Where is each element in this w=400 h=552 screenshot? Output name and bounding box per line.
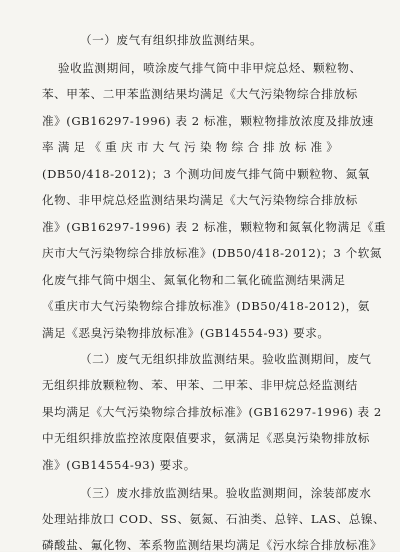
heading-exhaust-organized: （一）废气有组织排放监测结果。	[80, 33, 263, 47]
paragraph-line: 化废气排气筒中烟尘、氮氧化物和二氧化硫监测结果满足	[42, 273, 346, 287]
paragraph-line: 《重庆市大气污染物综合排放标准》(DB50/418-2012)，氨	[42, 299, 370, 313]
paragraph-line: 磷酸盐、氟化物、苯系物监测结果均满足《污水综合排放标准》	[42, 538, 383, 552]
heading-exhaust-unorganized: （二）废气无组织排放监测结果。验收监测期间，废气	[80, 352, 372, 366]
paragraph-line: 准》(GB16297-1996) 表 2 标准，颗粒物排放浓度及排放速	[42, 114, 374, 128]
paragraph-line: 庆市大气污染物综合排放标准》(DB50/418-2012)；3 个软氮	[42, 246, 383, 260]
paragraph-line: 果均满足《大气污染物综合排放标准》(GB16297-1996) 表 2	[42, 405, 382, 419]
paragraph-line: (DB50/418-2012)；3 个测功间废气排气筒中颗粒物、氮氧	[42, 167, 370, 181]
paragraph-line: 化物、非甲烷总烃监测结果均满足《大气污染物综合排放标	[42, 193, 358, 207]
paragraph-line: 无组织排放颗粒物、苯、甲苯、二甲苯、非甲烷总烃监测结	[42, 378, 358, 392]
paragraph-line: 准》(GB16297-1996) 表 2 标准，颗粒物和氮氧化物满足《重	[42, 220, 387, 234]
paragraph-line: 率满足《重庆市大气污染物综合排放标准》	[42, 140, 343, 154]
paragraph-line: 处理站排放口 COD、SS、氨氮、石油类、总锌、LAS、总镍、	[42, 512, 386, 526]
paragraph-line: 满足《恶臭污染物排放标准》(GB14554-93) 要求。	[42, 326, 330, 340]
paragraph-line: 苯、甲苯、二甲苯监测结果均满足《大气污染物综合排放标	[42, 87, 358, 101]
paragraph-line: 中无组织排放监控浓度限值要求，氨满足《恶臭污染物排放标	[42, 431, 370, 445]
paragraph-line: 准》(GB14554-93) 要求。	[42, 458, 196, 472]
paragraph-line: 验收监测期间，喷涂废气排气筒中非甲烷总烃、颗粒物、	[58, 61, 362, 75]
heading-wastewater: （三）废水排放监测结果。验收监测期间，涂装部废水	[80, 486, 372, 500]
